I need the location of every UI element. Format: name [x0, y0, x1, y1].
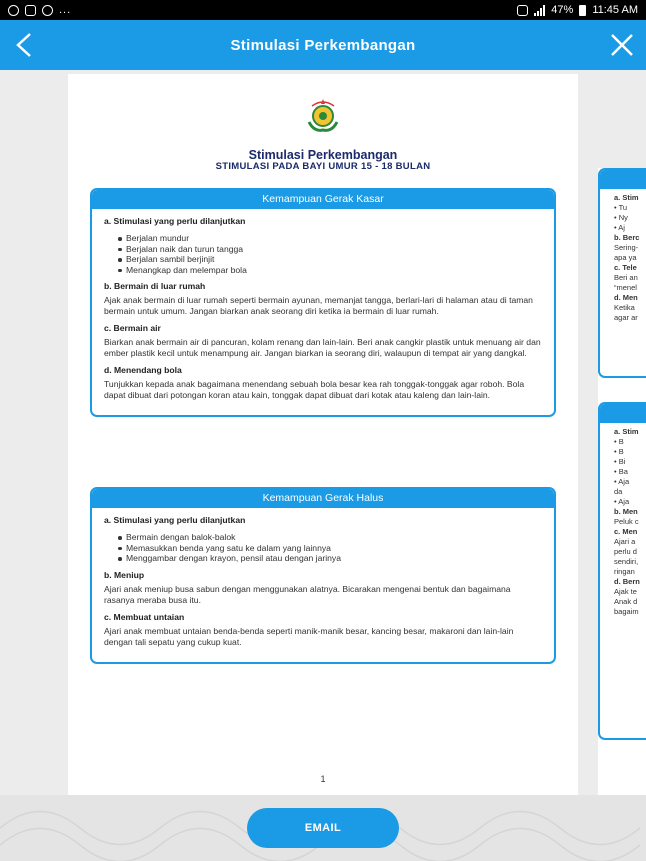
- preview-line: c. Men: [614, 527, 638, 536]
- document-viewer[interactable]: [0, 70, 646, 795]
- close-button[interactable]: [604, 27, 640, 63]
- preview-line: ringan: [614, 567, 635, 576]
- battery-percent: 47%: [551, 4, 574, 16]
- document-subtitle: STIMULASI PADA BAYI UMUR 15 - 18 BULAN: [215, 161, 431, 172]
- preview-line: b. Men: [614, 507, 638, 516]
- list-item: Menangkap dan melempar bola: [118, 265, 542, 276]
- section-text: Ajari anak meniup busa sabun dengan menggunakan alatnya. Bicarakan mengenai bentuk dan bagaimana rasanya meraba busa itu.: [104, 583, 511, 605]
- battery-icon: [579, 5, 586, 16]
- preview-line: • Ny: [614, 213, 628, 222]
- preview-line: • B: [614, 437, 624, 446]
- section-heading: a. Stimulasi yang perlu dilanjutkan: [104, 216, 246, 226]
- list-item: Bermain dengan balok-balok: [118, 532, 542, 543]
- preview-line: Peluk c: [614, 517, 639, 526]
- next-page-preview[interactable]: [598, 168, 646, 795]
- preview-line: agar ar: [614, 313, 638, 322]
- list-item: Berjalan mundur: [118, 233, 542, 244]
- list-item: Menggambar dengan krayon, pensil atau dengan jarinya: [118, 553, 542, 564]
- list-item: Berjalan naik dan turun tangga: [118, 244, 542, 255]
- preview-line: • Aj: [614, 223, 625, 232]
- preview-line: sendiri,: [614, 557, 639, 566]
- preview-line: Ketika: [614, 303, 635, 312]
- preview-line: • Aja: [614, 477, 630, 486]
- preview-line: • Ba: [614, 467, 628, 476]
- section-heading: d. Menendang bola: [104, 365, 182, 375]
- preview-card-1: [598, 168, 646, 378]
- preview-line: • Aja: [614, 497, 630, 506]
- card-gross-motor: [90, 188, 556, 417]
- section-heading: a. Stimulasi yang perlu dilanjutkan: [104, 515, 246, 525]
- preview-line: a. Stim: [614, 427, 639, 436]
- preview-line: Sering-: [614, 243, 639, 252]
- preview-line: c. Tele: [614, 263, 637, 272]
- preview-line: Ajari a: [614, 537, 636, 546]
- document-page: [68, 74, 578, 795]
- clock: 11:45 AM: [592, 4, 638, 16]
- preview-line: b. Berc: [614, 233, 640, 242]
- preview-card-body: [600, 423, 646, 617]
- preview-card-header: [600, 170, 646, 189]
- bullet-list: [118, 532, 542, 564]
- document-title: Stimulasi Perkembangan: [248, 148, 398, 162]
- preview-line: • Bi: [614, 457, 626, 466]
- section-text: Ajak anak bermain di luar rumah seperti bermain ayunan, memanjat tangga, berlari-lari di halaman atau di taman bermain untuk umum. Jangan biarkan anak seorang diri ketika ia bermain di luar rumah.: [104, 295, 533, 316]
- card-header: Kemampuan Gerak Kasar: [92, 190, 554, 209]
- list-item: Berjalan sambil berjinjit: [118, 254, 542, 265]
- signal-icon: [534, 5, 545, 16]
- app-bar: [0, 20, 646, 70]
- preview-line: • B: [614, 447, 624, 456]
- preview-line: Beri an: [614, 273, 638, 282]
- preview-line: d. Men: [614, 293, 638, 302]
- email-button[interactable]: EMAIL: [247, 808, 399, 848]
- card-header: Kemampuan Gerak Halus: [92, 489, 554, 508]
- page-title: Stimulasi Perkembangan: [230, 36, 416, 54]
- section-heading: b. Meniup: [104, 569, 145, 580]
- footer: [0, 795, 646, 861]
- section-heading: c. Membuat untaian: [104, 611, 185, 622]
- preview-line: apa ya: [614, 253, 637, 262]
- preview-line: Ajak te: [614, 587, 637, 596]
- settings-icon: [8, 5, 19, 16]
- preview-card-2: [598, 402, 646, 740]
- section-text: Tunjukkan kepada anak bagaimana menendang sebuah bola besar kea rah tonggak-tonggak agar roboh. Bola dapat dibuat dari potongan koran atau kain, tonggak dapat dibuat dari kotak atau kaleng dan lain-lain.: [104, 379, 525, 400]
- organization-logo: [304, 96, 342, 136]
- back-button[interactable]: [6, 27, 42, 63]
- preview-card-body: [600, 189, 646, 323]
- chevron-left-icon: [14, 32, 34, 58]
- section-heading: b. Bermain di luar rumah: [104, 281, 206, 291]
- bullet-list: [118, 233, 542, 275]
- section-text: Biarkan anak bermain air di pancuran, kolam renang dan lain-lain. Beri anak cangkir plastik untuk menuang air dan ember plastik kecil untuk menampung air. Jangan biarkan ia seorang diri, walaupun di tempat air yang dangkal.: [104, 337, 541, 358]
- section-heading: c. Bermain air: [104, 323, 161, 333]
- list-item: Memasukkan benda yang satu ke dalam yang lainnya: [118, 543, 542, 554]
- preview-line: a. Stim: [614, 193, 639, 202]
- preview-line: “menel: [614, 283, 637, 292]
- status-bar: [0, 0, 646, 20]
- preview-line: da: [614, 487, 623, 496]
- page-number: 1: [320, 774, 326, 784]
- close-icon: [610, 33, 634, 57]
- whatsapp-icon: [42, 5, 53, 16]
- instagram-icon: [25, 5, 36, 16]
- preview-line: bagaim: [614, 607, 639, 616]
- card-fine-motor: [90, 487, 556, 664]
- preview-line: d. Bern: [614, 577, 640, 586]
- preview-card-header: [600, 404, 646, 423]
- preview-line: Anak d: [614, 597, 638, 606]
- section-text: Ajari anak membuat untaian benda-benda seperti manik-manik besar, kancing besar, makaroni dan lain-lain dengan tali sepatu yang cukup kuat.: [104, 625, 514, 647]
- cast-icon: [517, 5, 528, 16]
- more-notifications: ...: [59, 4, 72, 16]
- preview-line: perlu d: [614, 547, 637, 556]
- preview-line: • Tu: [614, 203, 628, 212]
